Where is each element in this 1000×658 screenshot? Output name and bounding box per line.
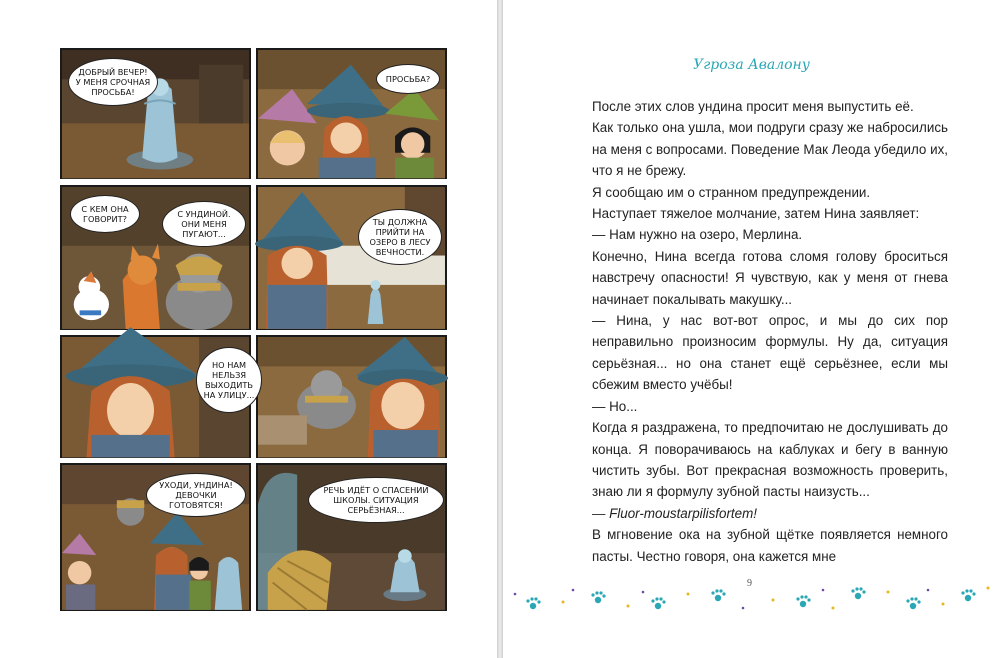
comic-panel-1 <box>60 48 251 179</box>
speech-bubble: ДОБРЫЙ ВЕЧЕР! У МЕНЯ СРОЧНАЯ ПРОСЬБА! <box>68 58 158 106</box>
paw-icon <box>851 587 865 599</box>
paragraph: Когда я раздражена, то предпочитаю не дослушивать до конца. Я поворачиваюсь на каблуках и бегу в ванную чистить зубы. Вот прекрасная возможность проверить, знаю ли я формулу зубной пасты наизусть... <box>592 420 948 500</box>
right-page-text <box>503 0 1000 658</box>
paw-icon <box>961 589 975 601</box>
paragraph: После этих слов ундина просит меня выпустить её. <box>592 99 914 114</box>
speech-bubble: УХОДИ, УНДИНА! ДЕВОЧКИ ГОТОВЯТСЯ! <box>146 473 246 517</box>
left-page-comic <box>0 0 497 658</box>
paragraph: — Fluor-moustarpilisfortem! <box>592 505 757 521</box>
paragraph: — Нина, у нас вот-вот опрос, и мы до сих пор неправильно произносим формулы. Ну да, ситуация серьёзная... но она станет ещё серьёзнее, если мы сбежим вместо учёбы! <box>592 313 948 393</box>
paragraph: В мгновение ока на зубной щётке появляется немного пасты. Честно говоря, она кажется мне <box>592 527 948 564</box>
paragraph: — Нам нужно на озеро, Мерлина. <box>592 227 803 243</box>
paw-icon <box>591 591 605 603</box>
speech-bubble: ТЫ ДОЛЖНА ПРИЙТИ НА ОЗЕРО В ЛЕСУ ВЕЧНОСТИ. <box>358 209 442 265</box>
comic-panel-8 <box>256 463 447 611</box>
speech-bubble: С КЕМ ОНА ГОВОРИТ? <box>70 195 140 233</box>
running-title: Угроза Авалону <box>693 57 810 73</box>
page-number: 9 <box>747 578 752 589</box>
comic-panel-7 <box>60 463 251 611</box>
paragraph: — Но... <box>592 398 638 414</box>
paragraph: Конечно, Нина всегда готова сломя голову броситься навстречу опасности! Я чувствую, как у меня от гнева начинает покалывать макушку... <box>592 248 948 307</box>
paragraph: Наступает тяжелое молчание, затем Нина заявляет: <box>592 206 920 222</box>
paragraph: Как только она ушла, мои подруги сразу же набросились на меня с вопросами. Поведение Мак Леода убедило их, что я не брежу. <box>592 120 948 179</box>
comic-panel-2 <box>256 48 447 179</box>
paw-icon <box>711 589 725 601</box>
speech-bubble: ПРОСЬБА? <box>376 64 440 94</box>
speech-bubble: С УНДИНОЙ. ОНИ МЕНЯ ПУГАЮТ... <box>162 201 246 247</box>
paw-icon <box>906 597 920 609</box>
paw-icon <box>651 597 665 609</box>
paw-icon <box>526 597 540 609</box>
paragraph: Я сообщаю им о странном предупреждении. <box>592 184 871 200</box>
comic-panel-4 <box>256 185 447 330</box>
speech-bubble: НО НАМ НЕЛЬЗЯ ВЫХОДИТЬ НА УЛИЦУ... <box>196 347 262 413</box>
speech-bubble: РЕЧЬ ИДЁТ О СПАСЕНИИ ШКОЛЫ. СИТУАЦИЯ СЕРЬЁЗНАЯ... <box>308 477 444 523</box>
paw-icon <box>796 595 810 607</box>
comic-panel-6 <box>203 335 447 458</box>
comic-panel-3 <box>60 185 251 330</box>
panel-6-art <box>258 337 445 457</box>
body-text <box>592 96 948 567</box>
